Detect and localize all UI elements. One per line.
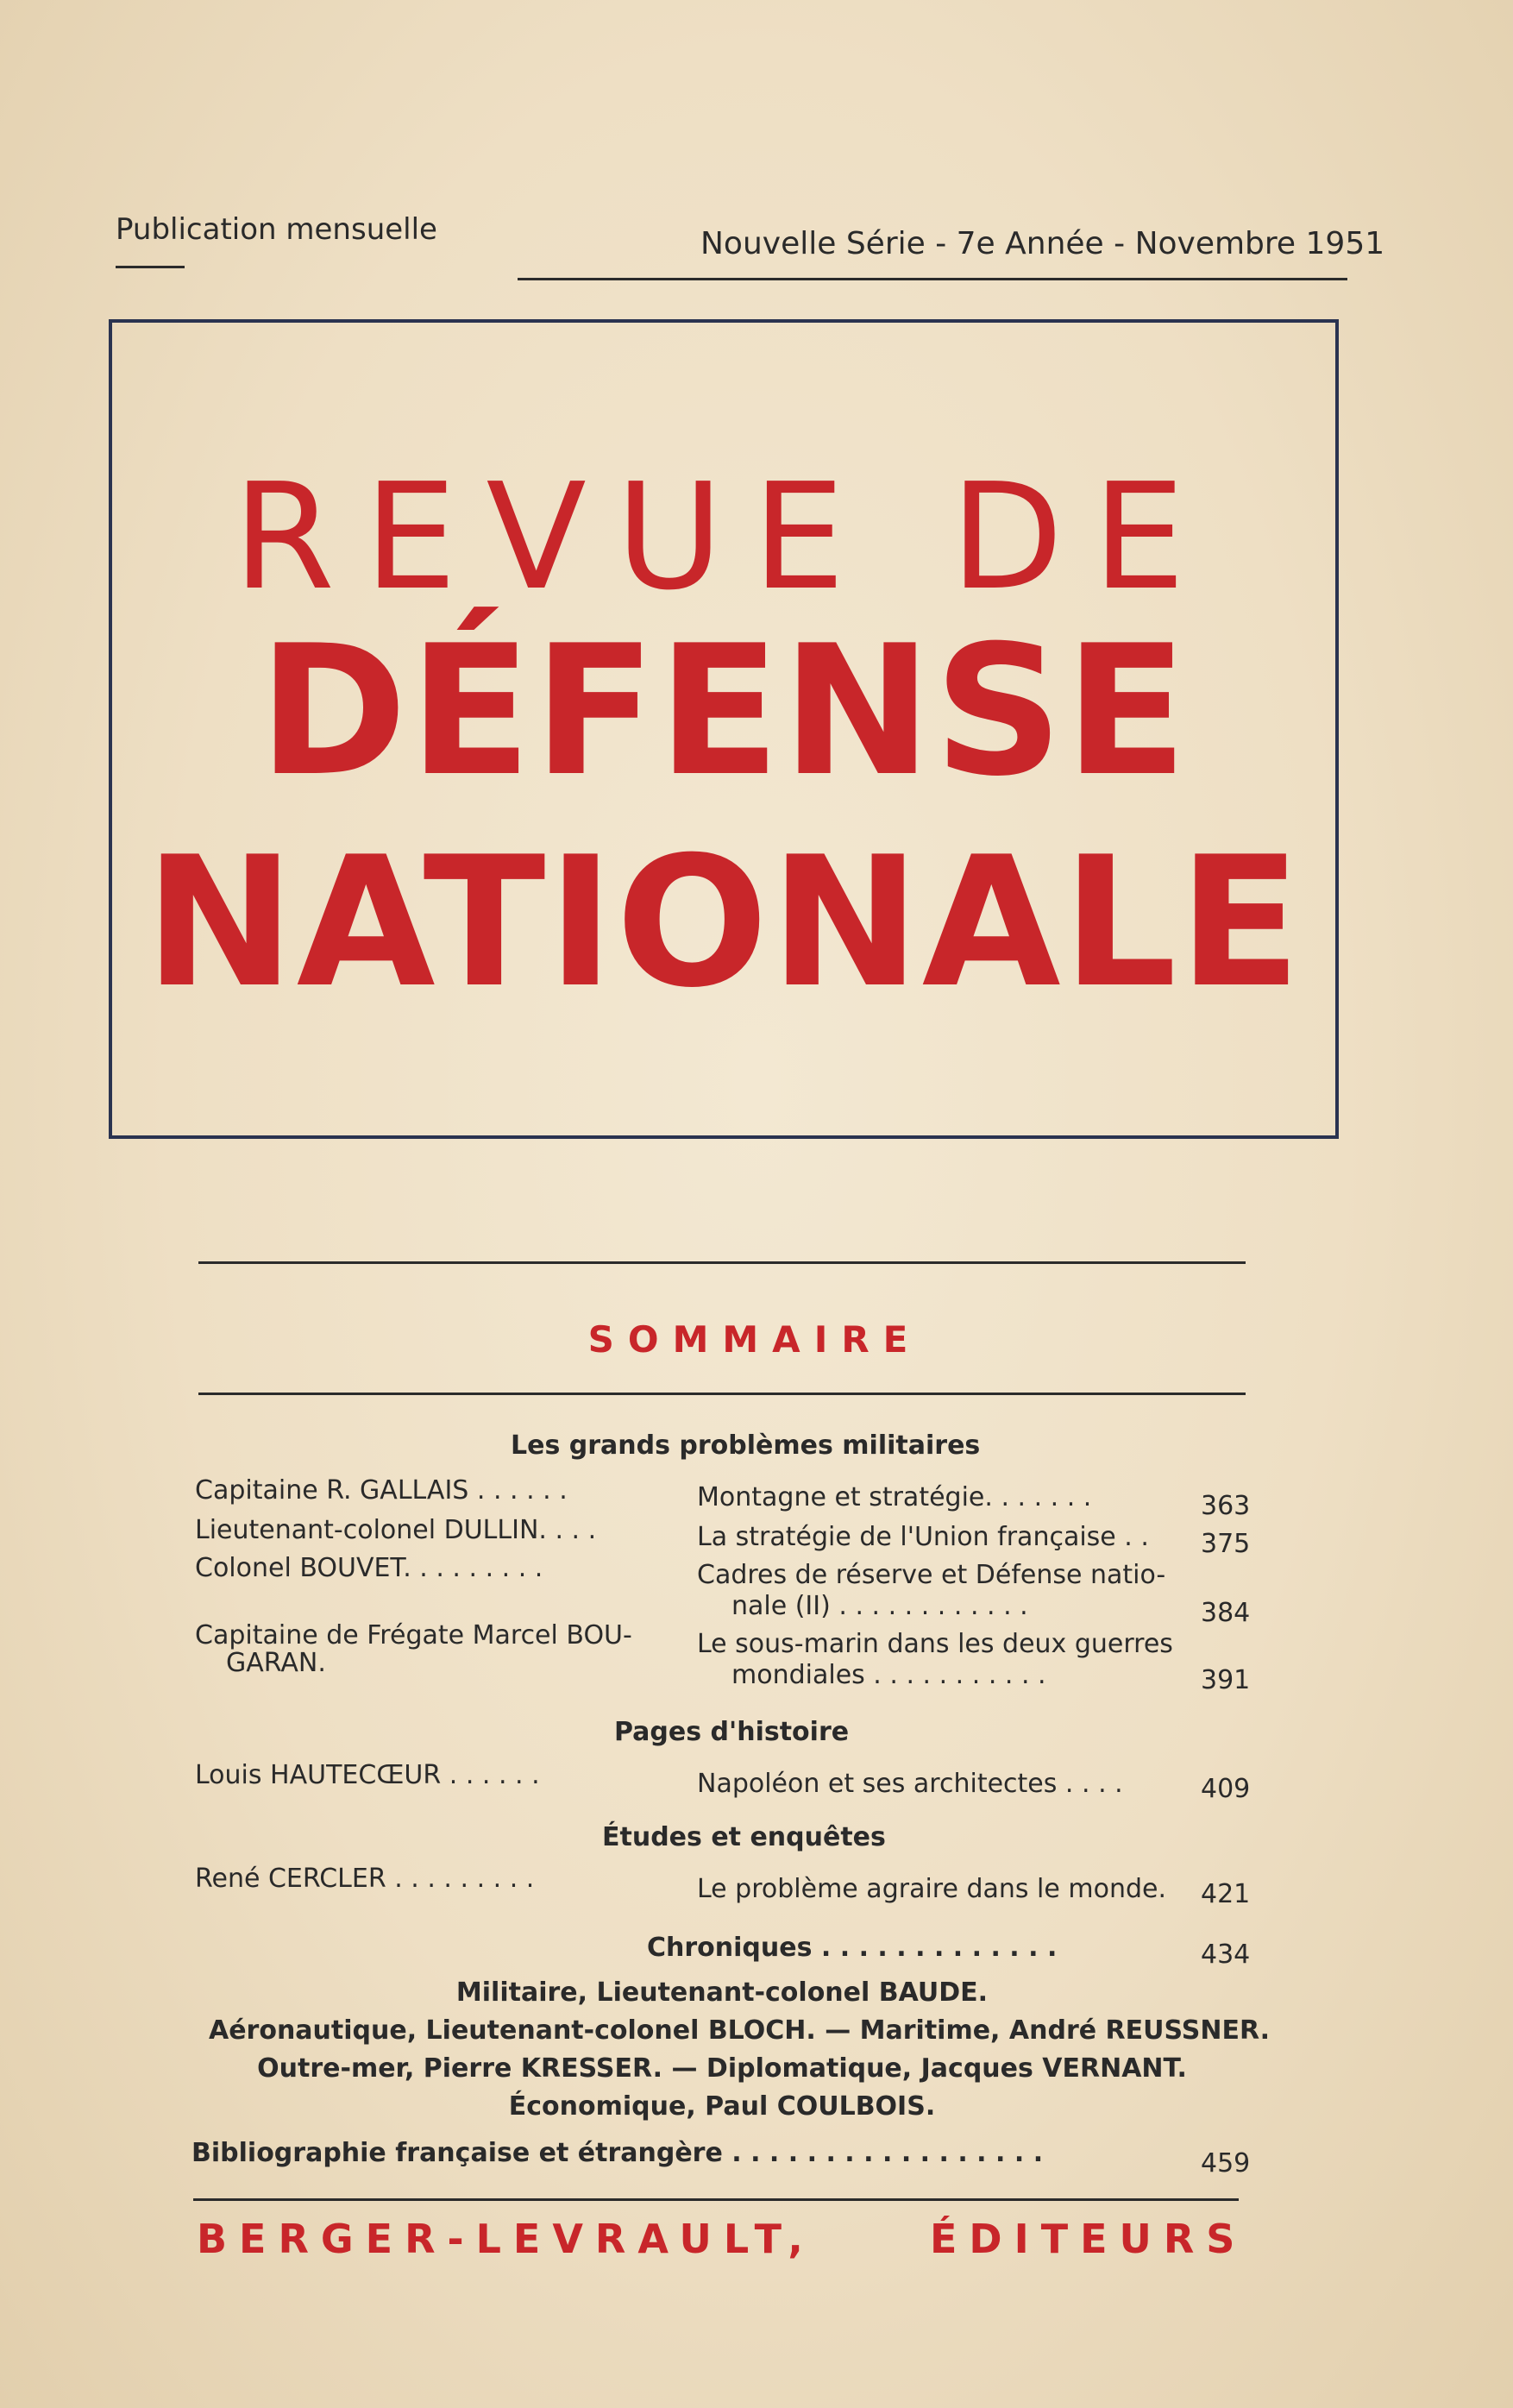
- entry-page: 421: [1201, 1879, 1251, 1909]
- chronique-line: Aéronautique, Lieutenant-colonel BLOCH. — Maritime, André REUSSNER.: [208, 2015, 1270, 2046]
- entry-page: 409: [1201, 1774, 1251, 1804]
- header-right-rule: [518, 278, 1347, 280]
- chronique-line: Outre-mer, Pierre KRESSER. — Diplomatique, Jacques VERNANT.: [257, 2053, 1187, 2084]
- title-line-1: REVUE DE: [232, 452, 1215, 623]
- title-line-2: DÉFENSE: [258, 607, 1190, 816]
- chronique-line: Militaire, Lieutenant-colonel BAUDE.: [455, 1977, 989, 2008]
- header-series: Nouvelle Série - 7e Année - Novembre 1951: [700, 226, 1385, 261]
- section-heading: Études et enquêtes: [602, 1822, 886, 1852]
- entry-page: 391: [1201, 1665, 1251, 1695]
- entry-article: La stratégie de l'Union française . .: [697, 1522, 1149, 1552]
- footer-rule: [193, 2198, 1239, 2201]
- publisher-role: ÉDITEURS: [930, 2216, 1247, 2262]
- entry-page: 363: [1201, 1491, 1251, 1521]
- entry-article-cont: mondiales . . . . . . . . . . .: [731, 1660, 1046, 1690]
- publisher-name: BERGER-LEVRAULT,: [197, 2216, 815, 2262]
- sommaire-bottom-rule: [198, 1393, 1246, 1395]
- entry-article: Montagne et stratégie. . . . . . .: [697, 1482, 1092, 1512]
- entry-page: 384: [1201, 1598, 1251, 1628]
- chronique-line: Économique, Paul COULBOIS.: [508, 2091, 936, 2122]
- entry-author: Louis HAUTECŒUR . . . . . .: [195, 1760, 540, 1790]
- sommaire-heading: SOMMAIRE: [587, 1318, 922, 1361]
- chroniques-page: 434: [1201, 1940, 1251, 1970]
- entry-author: Capitaine R. GALLAIS . . . . . .: [195, 1475, 568, 1506]
- entry-author: René CERCLER . . . . . . . . .: [195, 1864, 535, 1894]
- entry-article: Napoléon et ses architectes . . . .: [697, 1769, 1123, 1799]
- section-heading: Les grands problèmes militaires: [511, 1430, 981, 1461]
- entry-article: Le sous-marin dans les deux guerres: [697, 1629, 1173, 1659]
- header-publication: Publication mensuelle: [116, 212, 437, 247]
- section-heading: Pages d'histoire: [614, 1717, 850, 1747]
- entry-article-cont: nale (II) . . . . . . . . . . . .: [731, 1591, 1028, 1621]
- sommaire-top-rule: [198, 1261, 1246, 1264]
- entry-article: Le problème agraire dans le monde.: [697, 1874, 1167, 1904]
- header-left-rule: [116, 266, 185, 268]
- entry-page: 375: [1201, 1529, 1251, 1559]
- title-frame: [109, 319, 1339, 1139]
- bibliographie-page: 459: [1201, 2148, 1251, 2179]
- chroniques-heading: Chroniques . . . . . . . . . . . . .: [647, 1933, 1058, 1963]
- entry-author: Lieutenant-colonel DULLIN. . . .: [195, 1515, 597, 1545]
- entry-author-cont: GARAN.: [226, 1648, 326, 1678]
- entry-article: Cadres de réserve et Défense natio-: [697, 1560, 1166, 1590]
- entry-author: Capitaine de Frégate Marcel BOU-: [195, 1620, 632, 1650]
- title-line-3: NATIONALE: [144, 819, 1303, 1028]
- bibliographie-label: Bibliographie française et étrangère . . . . . . . . . . . . . . . . .: [191, 2138, 1044, 2168]
- entry-author: Colonel BOUVET. . . . . . . . .: [195, 1553, 543, 1583]
